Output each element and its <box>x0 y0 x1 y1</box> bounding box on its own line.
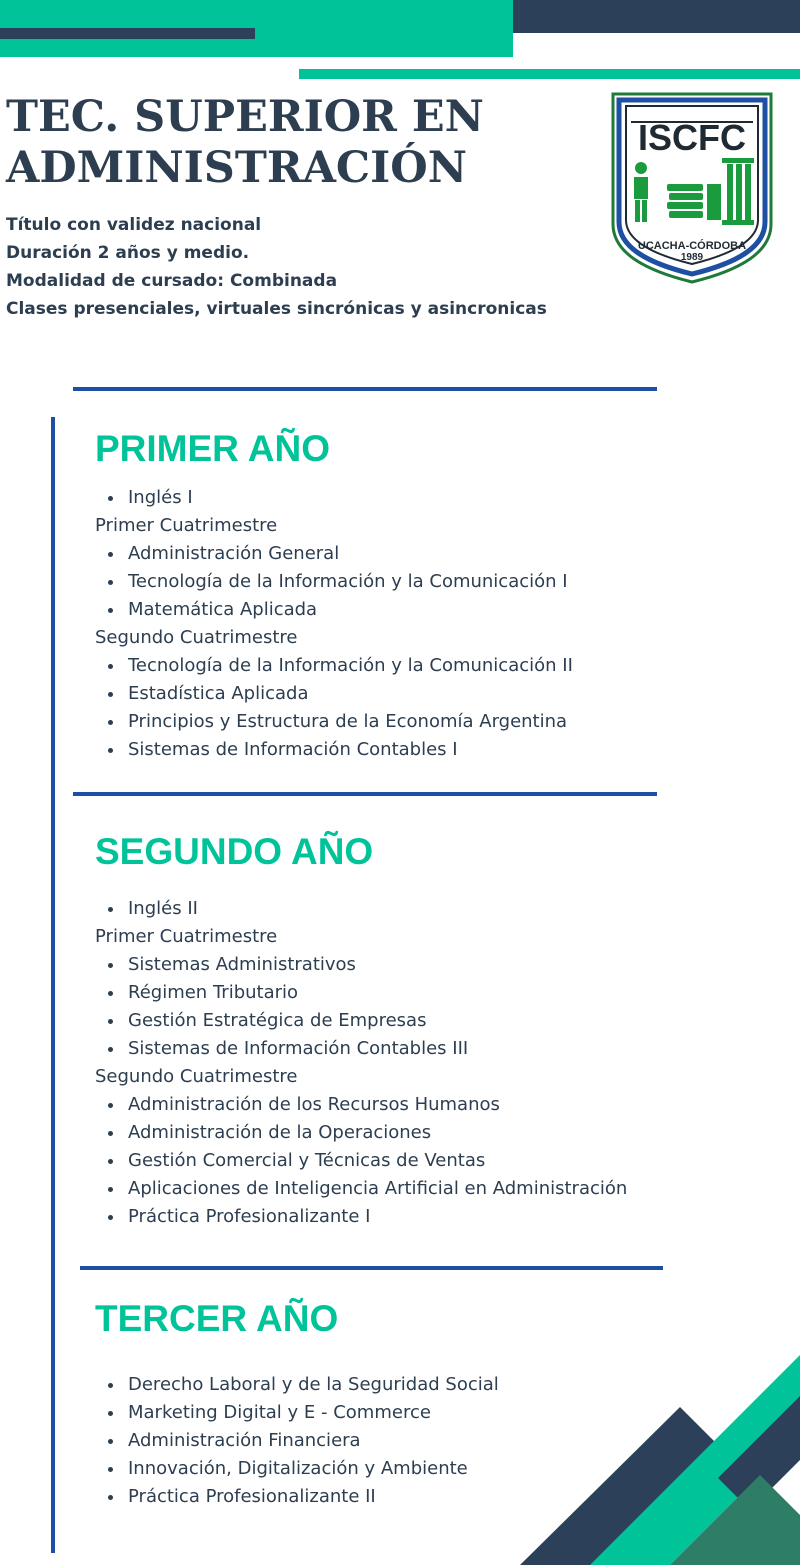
list-item: Administración Financiera <box>95 1427 499 1455</box>
page-title <box>6 92 484 194</box>
title-line-1: TEC. SUPERIOR EN <box>6 92 484 142</box>
list-item: Sistemas Administrativos <box>95 951 627 979</box>
title-line-2: ADMINISTRACIÓN <box>6 143 468 193</box>
list-item: Inglés I <box>95 484 573 512</box>
list-item: Régimen Tributario <box>95 979 627 1007</box>
year-heading-1: PRIMER AÑO <box>95 428 331 469</box>
list-item: Tecnología de la Información y la Comunicación II <box>95 652 573 680</box>
logo-text: ISCFC <box>638 117 746 158</box>
list-item: Inglés II <box>95 895 627 923</box>
top-left-navy-stripe <box>0 28 255 39</box>
info-duration: Duración 2 años y medio. <box>6 243 250 263</box>
year-heading-2: SEGUNDO AÑO <box>95 831 374 872</box>
list-item: Aplicaciones de Inteligencia Artificial en Administración <box>95 1175 627 1203</box>
institution-logo <box>611 92 773 284</box>
list-item: Sistemas de Información Contables I <box>95 736 573 764</box>
list-item: Marketing Digital y E - Commerce <box>95 1399 499 1427</box>
list-item: Gestión Estratégica de Empresas <box>95 1007 627 1035</box>
list-item: Administración de la Operaciones <box>95 1119 627 1147</box>
list-item: Práctica Profesionalizante I <box>95 1203 627 1231</box>
semester-label: Segundo Cuatrimestre <box>95 627 298 648</box>
list-item: Innovación, Digitalización y Ambiente <box>95 1455 499 1483</box>
vertical-accent-line <box>51 417 55 1553</box>
list-item: Matemática Aplicada <box>95 596 573 624</box>
info-classes: Clases presenciales, virtuales sincrónicas y asincronicas <box>6 299 547 319</box>
list-item: Tecnología de la Información y la Comunicación I <box>95 568 573 596</box>
semester-label: Primer Cuatrimestre <box>95 515 278 536</box>
logo-location: UCACHA-CÓRDOBA <box>637 240 747 252</box>
semester-label: Segundo Cuatrimestre <box>95 1066 298 1087</box>
divider-bottom <box>80 1266 663 1270</box>
divider-middle <box>73 792 657 796</box>
semester-label: Primer Cuatrimestre <box>95 926 278 947</box>
divider-top <box>73 387 657 391</box>
list-item: Administración de los Recursos Humanos <box>95 1091 627 1119</box>
list-item: Principios y Estructura de la Economía Argentina <box>95 708 573 736</box>
info-modality: Modalidad de cursado: Combinada <box>6 271 338 291</box>
list-item: Estadística Aplicada <box>95 680 573 708</box>
program-info <box>6 211 547 323</box>
year-2-subjects <box>95 895 627 1231</box>
list-item: Gestión Comercial y Técnicas de Ventas <box>95 1147 627 1175</box>
top-navy-bar <box>513 0 800 33</box>
list-item: Sistemas de Información Contables III <box>95 1035 627 1063</box>
list-item: Administración General <box>95 540 573 568</box>
year-3-subjects <box>95 1371 499 1511</box>
list-item: Derecho Laboral y de la Seguridad Social <box>95 1371 499 1399</box>
top-right-green-stripe <box>299 69 800 79</box>
year-heading-3: TERCER AÑO <box>95 1298 339 1339</box>
info-validity: Título con validez nacional <box>6 215 262 235</box>
list-item: Práctica Profesionalizante II <box>95 1483 499 1511</box>
logo-year: 1989 <box>680 252 704 263</box>
year-1-subjects <box>95 484 573 764</box>
